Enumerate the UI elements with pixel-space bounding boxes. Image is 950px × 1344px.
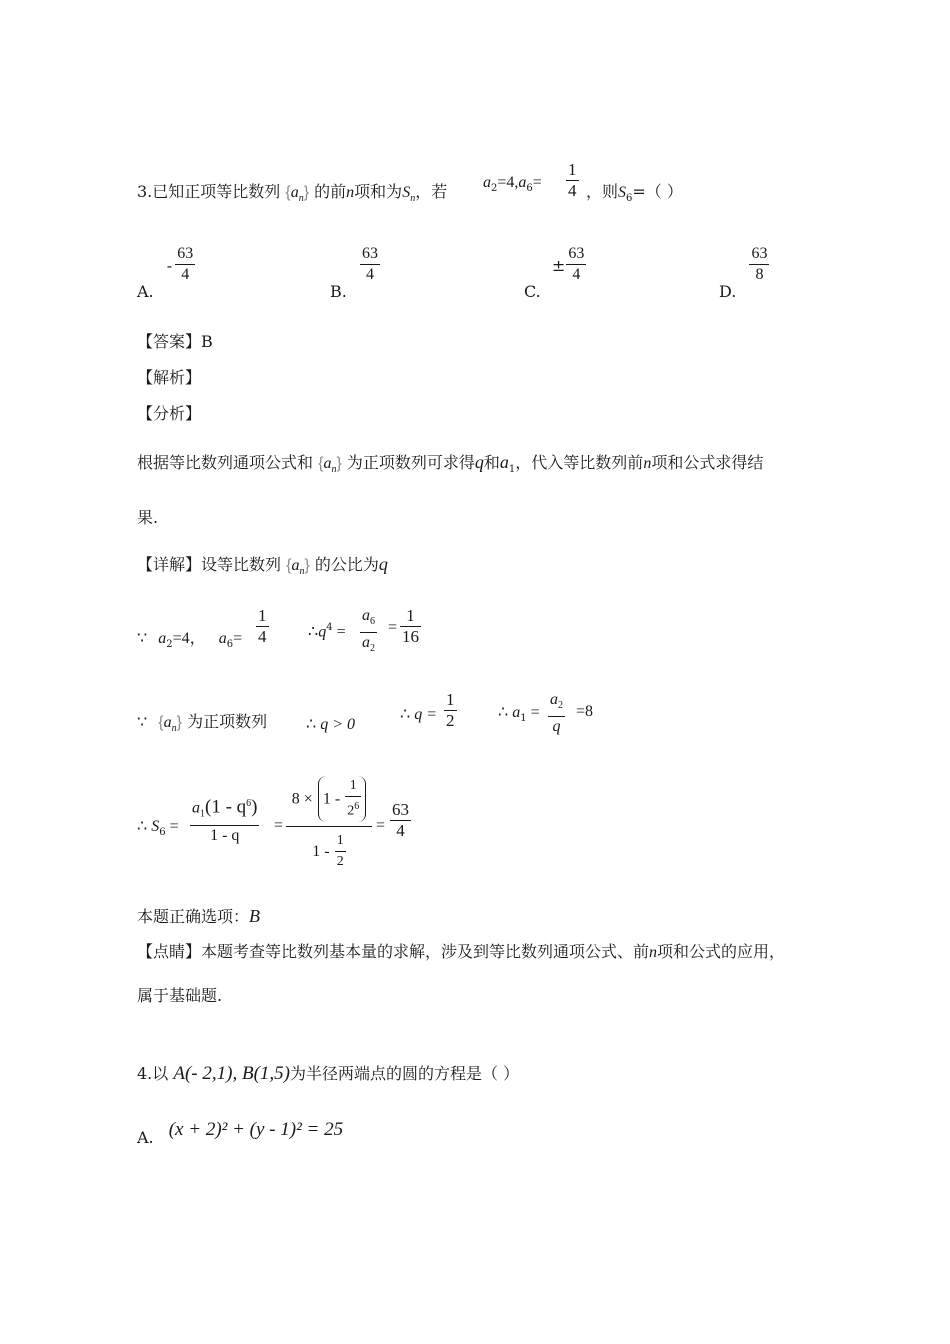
analysis-text-c: 和 <box>483 453 500 472</box>
q3-n: n <box>346 184 355 201</box>
ask-S: S <box>618 184 627 201</box>
answer-line: 【答案】B <box>137 332 213 351</box>
option-d-den: 8 <box>749 264 769 285</box>
option-d-num: 63 <box>751 245 768 262</box>
fenxi-heading: 【分析】 <box>137 404 202 423</box>
ratio-den-sub: 2 <box>370 643 375 655</box>
cond-num: 1 <box>568 160 577 179</box>
option-a-num: 63 <box>177 245 194 262</box>
half-num: 1 <box>446 690 455 709</box>
q4-points: A(- 2,1), B(1,5) <box>173 1063 290 1084</box>
q4-number: 4. <box>137 1064 153 1083</box>
detail-text-b: 的公比为 <box>314 555 379 574</box>
line3-eq1: = <box>274 817 284 834</box>
line3-S: S <box>151 818 160 835</box>
line1-result <box>400 606 421 647</box>
line1-quarter <box>256 606 269 647</box>
option-a-label: A. <box>137 282 154 301</box>
a2q-num-sub: 2 <box>558 700 563 712</box>
f1-den: 1 - q <box>190 825 259 846</box>
a2q-num: a <box>550 691 558 708</box>
f2-inner-sup: 6 <box>354 801 360 812</box>
f2-inner-den: 2 <box>347 803 355 819</box>
option-d[interactable] <box>719 244 769 301</box>
left-brace-icon: { <box>285 184 291 201</box>
cond-a6-sub: 6 <box>526 183 533 195</box>
option-c-den: 4 <box>566 264 586 285</box>
line1-eq2: = <box>388 619 398 636</box>
f1-a1-sub: 1 <box>200 808 205 820</box>
left-brace-icon: { <box>158 714 164 731</box>
deriv-line3-left: ∴ $S_6$ = <box>137 816 179 839</box>
comment-n: n <box>649 944 658 961</box>
line3-result <box>390 800 411 841</box>
line1-res-num: 1 <box>406 606 415 625</box>
option-c[interactable] <box>524 244 586 301</box>
therefore-icon: ∴ <box>137 816 148 835</box>
line2-result: =8 <box>576 703 594 720</box>
f2-den-den: 2 <box>335 851 346 872</box>
right-brace-icon: } <box>303 184 310 201</box>
ratio-num-sub: 6 <box>370 616 375 628</box>
analysis-q: q <box>474 452 484 472</box>
half-den: 2 <box>446 711 455 730</box>
ratio-den: a <box>362 634 370 652</box>
option-a-fraction <box>175 244 195 285</box>
q4-stem-text-a: 以 <box>152 1064 169 1083</box>
q3-stem-text-d: ，若 <box>415 182 448 201</box>
line1-num: 1 <box>258 606 267 625</box>
line2-q-positive: q > 0 <box>320 716 355 733</box>
f2-eight: 8 × <box>291 790 313 808</box>
q3-S-sub: n <box>410 193 416 205</box>
option-c-sign: ± <box>551 256 566 275</box>
line1-a6: a <box>218 630 227 647</box>
ask-eq: =（ ） <box>632 182 683 201</box>
analysis-continued: 果. <box>137 508 159 527</box>
q3-stem-text-e: ，则 <box>586 182 619 201</box>
f2-inner-a: 1 - <box>322 790 341 808</box>
line3-fraction2 <box>286 776 372 872</box>
line1-den: 4 <box>258 627 267 646</box>
q3-stem-text-b: 的前 <box>314 182 347 201</box>
line3-res-den: 4 <box>390 820 411 841</box>
therefore-icon: ∴ <box>498 702 509 721</box>
q3-stem-text-c: 项和为 <box>354 182 403 201</box>
line1-a2: a <box>158 630 167 647</box>
cond-eq2: = <box>532 174 542 191</box>
correct-option <box>137 906 260 927</box>
line3-S-sub: 6 <box>159 827 166 839</box>
q4-stem-text-b: 为半径两端点的圆的方程是（ ） <box>289 1064 520 1083</box>
line1-ratio <box>360 606 377 659</box>
detail-q: q <box>378 554 388 574</box>
f1-paren: (1 - q <box>205 796 247 818</box>
analysis-seq-sub: n <box>331 464 337 476</box>
analysis-text-a: 根据等比数列通项公式和 <box>137 453 314 472</box>
ratio-num: a <box>362 607 370 624</box>
line1-res-den: 16 <box>402 627 419 646</box>
analysis-text-d: ，代入等比数列前 <box>515 453 644 472</box>
option-c-label: C. <box>524 282 541 301</box>
deriv-line1-left <box>137 628 242 655</box>
line1-q: q <box>318 623 327 641</box>
f1-a1: a <box>192 799 200 817</box>
analysis-text-e: 项和公式求得结 <box>651 453 764 472</box>
option-d-label: D. <box>719 282 737 301</box>
q3-number: 3. <box>137 182 153 201</box>
comment-continued: 属于基础题. <box>137 986 223 1005</box>
option-c-num: 63 <box>568 245 585 262</box>
q3-seq-sub: n <box>298 193 304 205</box>
option-a-den: 4 <box>175 264 195 285</box>
because-icon: ∵ <box>137 712 148 731</box>
cond-a2: a <box>483 174 491 191</box>
ask-sub: 6 <box>626 193 633 205</box>
cond-den: 4 <box>568 181 577 200</box>
line2-qpos <box>306 714 355 735</box>
f2-den-a: 1 - <box>312 842 330 860</box>
line2-q-eq: q = <box>414 706 437 723</box>
analysis-n: n <box>643 455 652 472</box>
cond-a6: a <box>518 174 527 191</box>
option-a[interactable] <box>137 244 195 301</box>
line2-seq: a <box>163 714 172 731</box>
q3-condition <box>483 172 542 199</box>
detail-line <box>137 554 388 582</box>
analysis-a1: a <box>499 452 509 472</box>
option-a-sign: - <box>166 256 173 275</box>
option-b[interactable] <box>330 244 380 301</box>
line3-fraction1 <box>190 794 259 846</box>
comment-text-b: 项和公式的应用， <box>657 942 786 961</box>
q3-ask <box>586 182 683 209</box>
line1-eq4: =4， <box>172 630 206 647</box>
therefore-icon: ∴ <box>306 714 317 733</box>
a2q-den: q <box>548 716 565 737</box>
comment-line <box>137 942 785 963</box>
option-d-fraction <box>749 244 769 285</box>
q4-option-a-expr: (x + 2)² + (y - 1)² = 25 <box>168 1119 344 1140</box>
deriv-line1-right: $\therefore q^4$ = <box>308 621 346 641</box>
option-c-fraction <box>566 244 586 285</box>
q3-S: S <box>402 184 411 201</box>
q3-seq-a: a <box>290 184 299 201</box>
detail-seq: a <box>291 557 300 574</box>
correct-value: B <box>249 906 261 926</box>
line1-q-sup: 4 <box>326 622 333 633</box>
q4-option-a[interactable] <box>137 1119 344 1147</box>
right-brace-icon: } <box>336 455 342 472</box>
option-b-num: 63 <box>361 245 378 262</box>
analysis-paragraph <box>137 452 763 480</box>
left-brace-icon: { <box>286 557 292 574</box>
therefore-icon: ∴ <box>400 704 411 723</box>
line1-a6-sub: 6 <box>226 639 234 651</box>
f2-paren <box>318 776 366 822</box>
cond-eq1: =4, <box>497 174 519 191</box>
line2-text: 为正项数列 <box>187 712 268 731</box>
f2-inner-num: 1 <box>349 778 357 793</box>
because-icon: ∵ <box>137 628 148 647</box>
comment-text-a: 【点睛】本题考查等比数列基本量的求解，涉及到等比数列通项公式、前 <box>137 942 650 961</box>
line2-a1-sub: 1 <box>520 713 527 725</box>
line3-eq2: = <box>376 817 386 834</box>
line2-a2q <box>548 690 565 737</box>
analysis-a1-sub: 1 <box>508 464 516 476</box>
q3-stem-text-a: 已知正项等比数列 <box>152 182 281 201</box>
right-brace-icon: } <box>304 557 310 574</box>
line2-qval <box>400 704 437 725</box>
option-b-den: 4 <box>360 264 380 285</box>
deriv-line2-left <box>137 712 267 739</box>
jiexi-heading: 【解析】 <box>137 368 202 387</box>
right-brace-icon: } <box>176 714 182 731</box>
f2-den-num: 1 <box>336 832 344 848</box>
f1-sup: 6 <box>246 798 252 809</box>
line1-eq: = <box>233 630 243 647</box>
cond-a2-sub: 2 <box>491 183 498 195</box>
line2-seq-sub: n <box>171 723 177 735</box>
q3-cond-fraction <box>566 160 579 201</box>
q3-stem <box>137 182 447 209</box>
line2-half <box>444 690 457 731</box>
q4-option-a-label: A. <box>137 1128 154 1147</box>
option-b-fraction <box>360 244 380 285</box>
detail-text-a: 【详解】设等比数列 <box>137 555 282 574</box>
therefore-icon: ∴ <box>308 621 319 641</box>
analysis-text-b: 为正项数列可求得 <box>346 453 475 472</box>
line1-a2-sub: 2 <box>166 639 173 651</box>
detail-seq-sub: n <box>299 566 305 578</box>
line3-res-num: 63 <box>392 800 409 819</box>
analysis-seq: a <box>323 455 332 472</box>
f1-close: ) <box>251 796 258 818</box>
line2-a1-var: a <box>512 704 521 721</box>
line2-a1: ∴ $a_1$ = <box>498 702 540 725</box>
q4-stem <box>137 1064 519 1084</box>
correct-label: 本题正确选项： <box>137 907 250 926</box>
option-b-label: B. <box>330 282 347 301</box>
left-brace-icon: { <box>318 455 324 472</box>
